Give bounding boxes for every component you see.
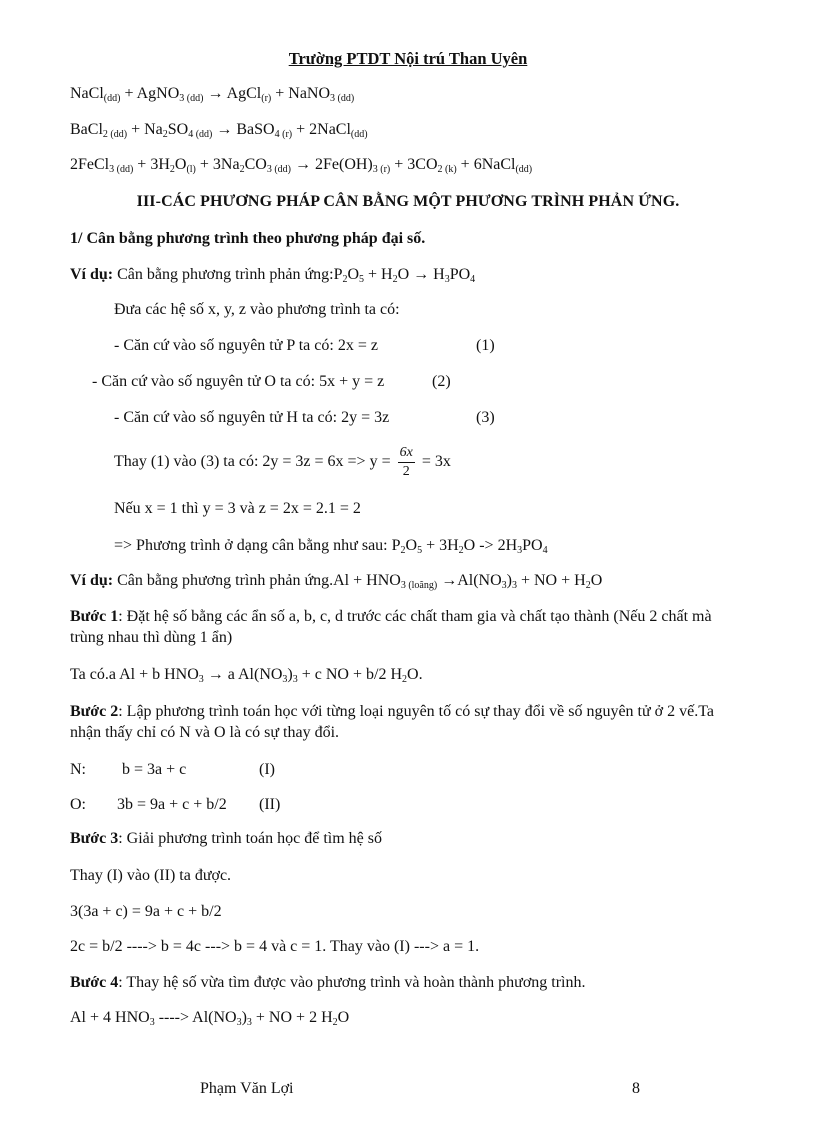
equation-bacl2: BaCl$_{2 (dd)}$ + $Na_2SO_{4 (dd)}$ → BaSO$_{4 (r)}$ + 2NaCl$_{(dd)}$ <box>70 121 368 140</box>
n-equation-label: N: <box>70 761 86 778</box>
o-equation: 3b = 9a + c + b/2 <box>117 796 227 813</box>
final-equation: Al + 4 $HNO_3$ ----> $Al(NO_3)_3$ + NO + 2 $H_2O$ <box>70 1009 350 1028</box>
subsection-title: 1/ Cân bằng phương trình theo phương pháp đại số. <box>70 230 426 247</box>
page-header: Trường PTDT Nội trú Than Uyên <box>288 49 528 68</box>
eq-number-2: (2) <box>432 373 451 390</box>
n-equation: b = 3a + c <box>122 761 187 778</box>
step-3: Bước 3: Giải phương trình toán học để tìm hệ số <box>70 830 382 847</box>
fraction: $\frac{6x}{2}$ <box>399 444 413 479</box>
step-1: Bước 1: Đặt hệ số bằng các ẩn số a, b, c, d trước các chất tham gia và chất tạo thành (Nếu 2 chất mà trùng nhau thì dùng 1 ẩn) <box>70 608 712 646</box>
eq-number-1: (1) <box>476 337 495 354</box>
balanced-line: => Phương trình ở dạng cân bằng như sau: $P_2O_5 + 3H_2O -> 2H_3PO_4$ <box>114 537 548 556</box>
equation-coefficients: Ta có.a Al + b $HNO_3 \to a$ $Al(NO_3)_3 + c$ NO + b/2 $H_2O$. <box>70 666 423 685</box>
substitution-line: Thay (1) vào (3) ta có: 2y = 3z = 6x => y = $\frac{6x}{2}$ = 3x <box>114 444 451 479</box>
equation-nacl: NaCl$_{(dd)}$ + AgNO$_{3 (dd)}$ → AgCl$_{(r)}$ + NaNO$_{3 (dd)}$ <box>70 85 355 104</box>
o-atoms-line: - Căn cứ vào số nguyên tử O ta có: 5x + y = z <box>92 373 385 390</box>
eq-number-II: (II) <box>259 796 281 813</box>
solution-line: Nếu x = 1 thì y = 3 và z = 2x = 2.1 = 2 <box>114 500 361 517</box>
solve-line: 2c = b/2 ----> b = 4c ---> b = 4 và c = 1. Thay vào (I) ---> a = 1. <box>70 938 480 955</box>
h-atoms-line: - Căn cứ vào số nguyên tử H ta có: 2y = 3z <box>114 409 390 426</box>
substitution-line-2: Thay (I) vào (II) ta được. <box>70 867 232 884</box>
p-atoms-line: - Căn cứ vào số nguyên tử P ta có: 2x = z <box>114 337 378 354</box>
expanded-equation: 3(3a + c) = 9a + c + b/2 <box>70 903 222 920</box>
example-2: Ví dụ: Cân bằng phương trình phản ứng.Al + $HNO_{3 (loãng)} \to Al(NO_3)_3$ + NO + $H_2O$ <box>70 572 603 591</box>
eq-number-3: (3) <box>476 409 495 426</box>
page-number: 8 <box>632 1080 640 1097</box>
step-2: Bước 2: Lập phương trình toán học với từng loại nguyên tố có sự thay đổi về số nguyên tử ở 2 vế.Ta nhận thấy chỉ có N và O là có sự thay đổi. <box>70 703 714 741</box>
example-1: Ví dụ: Cân bằng phương trình phản $ứng:P_2O_5 + H_2O \to H_3PO_4$ <box>70 266 476 285</box>
equation-fecl3: 2FeCl$_{3 (dd)}$ + $3H_2O_{(l)} + 3Na_2CO_{3 (dd)} \to 2Fe(OH)_{3 (r)} + 3CO_{2 (k)}$ + 6NaCl$_{(dd)}$ <box>70 156 533 175</box>
intro-line: Đưa các hệ số x, y, z vào phương trình ta có: <box>114 301 400 318</box>
footer-author: Phạm Văn Lợi <box>200 1080 294 1097</box>
eq-number-I: (I) <box>259 761 275 778</box>
o-equation-label: O: <box>70 796 86 813</box>
step-4: Bước 4: Thay hệ số vừa tìm được vào phương trình và hoàn thành phương trình. <box>70 974 586 991</box>
section-title: III-CÁC PHƯƠNG PHÁP CÂN BẰNG MỘT PHƯƠNG TRÌNH PHẢN ỨNG. <box>136 193 680 210</box>
